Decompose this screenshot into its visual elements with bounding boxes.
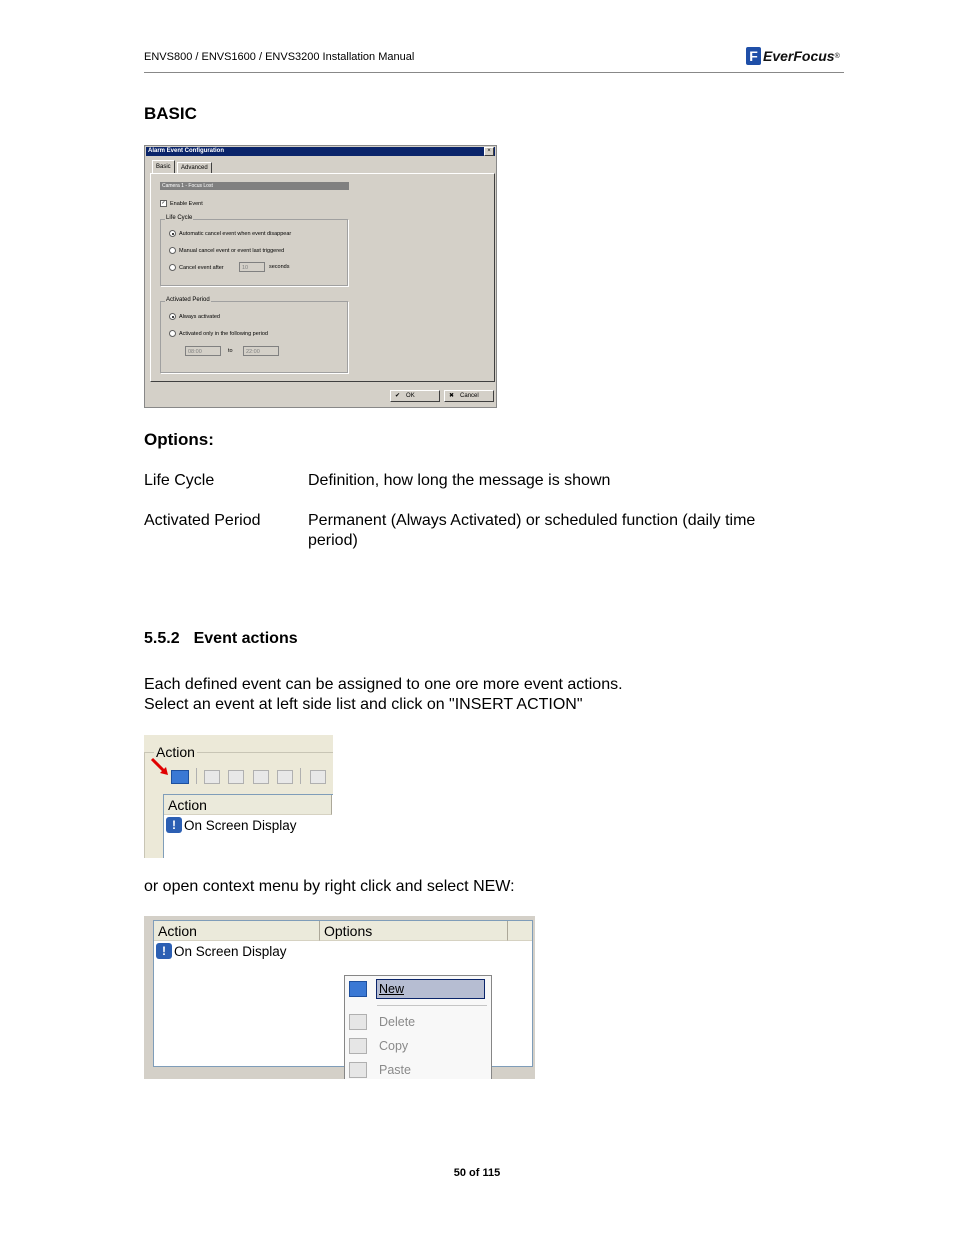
manual-title: ENVS800 / ENVS1600 / ENVS3200 Installation Manual [144,51,415,63]
everfocus-logo: F EverFocus ® [746,46,840,66]
header-divider [144,72,844,73]
action-group-label: Action [156,744,195,760]
paste-icon [349,1062,367,1078]
menu-item-paste[interactable]: Paste [345,1059,489,1079]
cancel-seconds-input[interactable]: 10 [239,262,265,272]
option-desc-activated-period: Permanent (Always Activated) or scheduled function (daily time [308,512,756,529]
tab-basic[interactable]: Basic [152,160,175,174]
tab-advanced[interactable]: Advanced [177,162,212,174]
menu-item-copy[interactable]: Copy [345,1035,489,1057]
osd-monitor-icon: ! [156,943,172,959]
paragraph-2: Select an event at left side list and click on "INSERT ACTION" [144,696,583,713]
list-item[interactable]: ! On Screen Display [156,943,287,959]
ok-button[interactable]: ✔ OK [390,390,440,402]
time-to-input[interactable]: 22:00 [243,346,279,356]
cancel-button[interactable]: ✖ Cancel [444,390,494,402]
options-heading: Options: [144,430,214,449]
menu-item-new[interactable]: New [345,978,489,1000]
osd-monitor-icon: ! [166,817,182,833]
radio-auto-cancel[interactable]: Automatic cancel event when event disappear [169,230,291,237]
check-icon: ✓ [161,200,166,206]
basic-heading: BASIC [144,104,197,123]
camera-bar: Camera 1 - Focus Lost [160,182,349,190]
radio-activated-period[interactable]: Activated only in the following period [169,330,268,337]
context-menu [344,975,492,1079]
paragraph-3: or open context menu by right click and select NEW: [144,878,515,895]
red-arrow-icon [150,757,170,777]
column-header-action[interactable]: Action [154,921,320,941]
alarm-event-dialog-screenshot [144,145,497,408]
option-term-activated-period: Activated Period [144,512,261,529]
option-term-life-cycle: Life Cycle [144,472,215,489]
column-header-action[interactable]: Action [164,795,332,815]
action-toolbar-screenshot [144,735,333,858]
radio-manual-cancel[interactable]: Manual cancel event or event last triggered [169,247,284,254]
logo-mark-icon: F [746,47,761,65]
life-cycle-group: Life Cycle [160,219,348,286]
page-number: 50 of 115 [453,1167,501,1179]
list-item[interactable]: ! On Screen Display [166,817,297,833]
delete-icon [349,1014,367,1030]
insert-action-icon[interactable] [171,770,189,784]
menu-item-delete[interactable]: Delete [345,1011,489,1033]
to-label: to [228,348,233,354]
radio-always-activated[interactable]: Always activated [169,313,220,320]
context-menu-screenshot [144,916,535,1079]
new-icon [349,981,367,997]
paragraph-1: Each defined event can be assigned to one ore more event actions. [144,676,623,693]
edit-icon[interactable] [310,770,326,784]
seconds-label: seconds [269,264,290,270]
properties-icon[interactable] [277,770,293,784]
column-header-options[interactable]: Options [320,921,508,941]
checkmark-icon: ✔ [395,393,401,399]
close-icon[interactable]: × [484,147,494,156]
enable-event-checkbox[interactable]: ✓ Enable Event [161,200,203,207]
section-heading: 5.5.2 Event actions [144,630,298,647]
x-icon: ✖ [449,393,455,399]
paste-icon[interactable] [253,770,269,784]
activated-period-group: Activated Period [160,301,348,373]
time-from-input[interactable]: 08:00 [185,346,221,356]
action-list [163,794,333,858]
copy-icon[interactable] [228,770,244,784]
option-desc-activated-period-cont: period) [308,532,358,549]
delete-icon[interactable] [204,770,220,784]
option-desc-life-cycle: Definition, how long the message is shown [308,472,611,489]
radio-cancel-after[interactable]: Cancel event after [169,264,224,271]
dialog-title: Alarm Event Configuration [146,147,495,156]
copy-icon [349,1038,367,1054]
